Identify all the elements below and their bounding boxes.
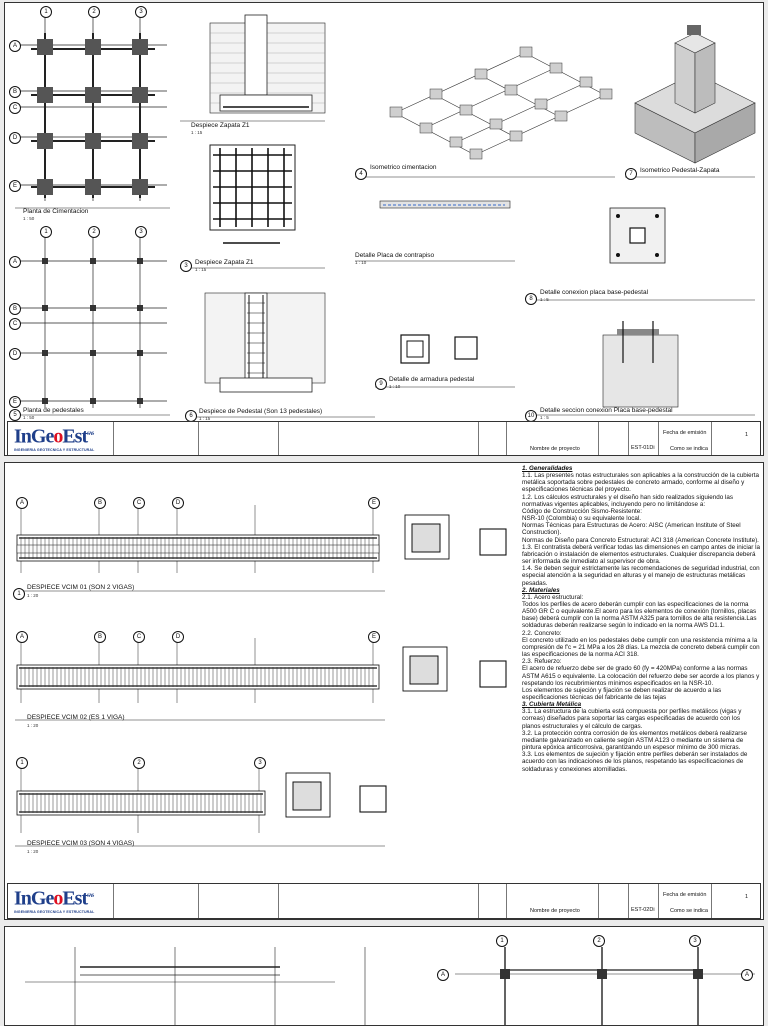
grid-marker: 3 [135, 6, 147, 18]
grid-marker: E [368, 631, 380, 643]
view-title: Detalle Placa de contrapiso [355, 252, 435, 259]
view-title: Despiece Zapata Z1 [195, 259, 254, 266]
grid-marker: D [172, 631, 184, 643]
notes-heading: 3. Cubierta Metálica [522, 701, 582, 709]
view-scale: 1 : 20 [27, 849, 39, 854]
note-paragraph: Normas de Diseño para Concreto Estructural: ACI 318 (American Concrete Institute). [522, 536, 759, 544]
note-paragraph: 3.3. Los elementos de sujeción y fijación entre perfiles deberán ser instalados de acuerdo con las indicaciones de los planos, respetando las especificaciones de soldaduras y conexiones atornilladas. [522, 751, 748, 773]
grid-marker: B [9, 86, 21, 98]
view-title: Planta de pedestales [23, 407, 84, 414]
note-paragraph: El concreto utilizado en los pedestales debe cumplir con una resistencia mínima a la compresión de f'c = 21 MPa a los 28 días. La mezcla de concreto deberá cumplir con las especificaciones de la norma ACI 318. [522, 636, 760, 659]
view-title: Isometrico Pedestal-Zapata [640, 167, 720, 174]
notes-heading: 1. Generalidades [522, 465, 573, 472]
view-scale: 1 : 15 [195, 267, 207, 272]
grid-marker: A [741, 969, 753, 981]
view-title: DESPIECE VCIM 02 (ES 1 VIGA) [27, 714, 125, 721]
view-number: 1 [13, 588, 25, 600]
project-name: Nombre de proyecto [530, 908, 580, 914]
grid-marker: C [9, 102, 21, 114]
drawing-scale: Como se indica [670, 908, 708, 914]
note-paragraph: Código de Construcción Sismo-Resistente: [522, 507, 643, 515]
note-paragraph: Los elementos de sujeción y fijación se deben realizar de acuerdo a las especificaciones técnicas del fabricante de las tejas [522, 686, 722, 701]
view-number: 10 [525, 410, 537, 422]
drawing-sheet-3 [4, 926, 764, 1026]
view-scale: 1 : 10 [389, 384, 401, 389]
view-scale: 1 : 50 [23, 216, 35, 221]
grid-marker: 2 [133, 757, 145, 769]
general-notes [522, 465, 760, 773]
grid-marker: A [16, 497, 28, 509]
grid-marker: D [172, 497, 184, 509]
view-title: Despiece de Pedestal (Son 13 pedestales) [199, 408, 323, 415]
notes-heading: 2. Materiales [522, 586, 560, 594]
view-scale: 1 : 20 [27, 723, 39, 728]
view-title: Detalle conexion placa base-pedestal [540, 289, 649, 296]
sheet3-drawings [5, 927, 764, 1026]
drawing-sheet-2 [4, 462, 764, 920]
grid-marker: A [9, 40, 21, 52]
revision: 1 [745, 894, 749, 900]
view-scale: 1 : 5 [540, 415, 549, 420]
title-block [7, 883, 761, 919]
company-logo: InGeoEst$^{SAS}$ INGENIERIA GEOTECNICA Y ESTRUCTURAL [14, 887, 95, 914]
view-number: 8 [525, 293, 537, 305]
revision: 1 [745, 432, 749, 438]
grid-marker: D [9, 348, 21, 360]
grid-marker: 1 [16, 757, 28, 769]
note-paragraph: 2.1. Acero estructural: [522, 593, 584, 601]
view-title: Planta de Cimentacion [23, 208, 89, 215]
note-paragraph: 3.2. La protección contra corrosión de los elementos metálicos deberá realizarse mediante galvanizado en caliente según ASTM A123 o mediante un sistema de pintura epóxica anticorrosiva, garantizando un espesor mínimo de 300 micras. [522, 729, 748, 752]
date-label: Fecha de emisión [663, 892, 707, 898]
view-number: 3 [180, 260, 192, 272]
drawing-sheet-1 [4, 2, 764, 456]
note-paragraph: NSR-10 (Colombia) o su equivalente local. [522, 515, 641, 523]
grid-marker: C [133, 631, 145, 643]
title-block [7, 421, 761, 456]
grid-marker: A [437, 969, 449, 981]
view-number: 9 [375, 378, 387, 390]
view-title: DESPIECE VCIM 01 (SON 2 VIGAS) [27, 584, 135, 591]
grid-marker: 1 [40, 226, 52, 238]
note-paragraph: El acero de refuerzo debe ser de grado 60 (fy = 420MPa) conforme a las normas ASTM A615 o equivalente. La colocación del refuerzo debe ser acorde a los planos y respetando los recubrimientos mínimos especificados en la NSR-10. [522, 665, 760, 687]
note-paragraph: 1.3. El contratista deberá verificar todas las dimensiones en campo antes de iniciar la fabricación o instalación de elementos estructurales. Cualquier discrepancia deberá ser informada de inmediato al supervisor de obra. [522, 543, 761, 566]
grid-marker: 1 [496, 935, 508, 947]
view-title: Isometrico cimentacion [370, 164, 437, 171]
project-name: Nombre de proyecto [530, 446, 580, 452]
grid-marker: E [9, 396, 21, 408]
grid-marker: 2 [593, 935, 605, 947]
note-paragraph: 2.3. Refuerzo: [522, 658, 562, 666]
view-scale: 1 : 5 [540, 297, 549, 302]
note-paragraph: 3.1. La estructura de la cubierta está compuesta por perfiles metálicos (vigas y correas) diseñados para soportar las cargas especificadas de acuerdo con los planos estructurales y el cálculo de cargas. [522, 708, 742, 730]
grid-marker: C [9, 318, 21, 330]
view-title: DESPIECE VCIM 03 (SON 4 VIGAS) [27, 840, 135, 847]
grid-marker: 1 [40, 6, 52, 18]
view-title: Detalle de armadura pedestal [389, 376, 475, 383]
note-paragraph: Todos los perfiles de acero deberán cumplir con las especificaciones de la norma A500 GR C o equivalente.El acero para los elementos de conexión (tornillos, placas base) deberá cumplir con la norma ASTM A325 para tornillos de alta resistencia.Las soldaduras deberán realizarse según lo indicado en la norma AWS D1.1. [522, 600, 757, 630]
grid-marker: 2 [88, 6, 100, 18]
view-number: 7 [625, 168, 637, 180]
grid-marker: 2 [88, 226, 100, 238]
view-scale: 1 : 15 [199, 416, 211, 421]
grid-marker: 3 [254, 757, 266, 769]
note-paragraph: 1.1. Las presentes notas estructurales son aplicables a la construcción de la cubierta metálica soportada sobre pedestales de concreto armado, conforme al diseño y especificaciones técnicas del proyecto. [522, 472, 759, 494]
date-label: Fecha de emisión [663, 430, 707, 436]
note-paragraph: 2.2. Concreto: [522, 629, 562, 637]
view-title: Despiece Zapata Z1 [191, 122, 250, 129]
note-paragraph: 1.4. Se deben seguir estrictamente las recomendaciones de seguridad industrial, con especial atención a la seguridad en alturas y el manejo de estructuras metálicas pesadas. [522, 565, 760, 587]
view-scale: 1 : 20 [27, 593, 39, 598]
grid-marker: 3 [689, 935, 701, 947]
grid-marker: 3 [135, 226, 147, 238]
note-paragraph: Normas Técnicas para Estructuras de Acero: AISC (American Institute of Steel Construction). [522, 522, 741, 537]
grid-marker: A [9, 256, 21, 268]
grid-marker: C [133, 497, 145, 509]
drawing-code: EST-02Di [631, 907, 655, 913]
view-number: 5 [9, 409, 21, 421]
drawing-scale: Como se indica [670, 446, 708, 452]
company-logo: InGeoEst$^{SAS}$ INGENIERIA GEOTECNICA Y ESTRUCTURAL [14, 425, 95, 452]
view-scale: 1 : 10 [355, 260, 367, 265]
grid-marker: E [9, 180, 21, 192]
view-number: 6 [185, 410, 197, 422]
view-scale: 1 : 50 [23, 415, 35, 420]
grid-marker: B [94, 631, 106, 643]
grid-marker: B [9, 303, 21, 315]
grid-marker: B [94, 497, 106, 509]
grid-marker: A [16, 631, 28, 643]
view-scale: 1 : 15 [191, 130, 203, 135]
grid-marker: D [9, 132, 21, 144]
grid-marker: E [368, 497, 380, 509]
view-title: Detalle seccion conexion Placa base-pedestal [540, 407, 673, 414]
view-number: 4 [355, 168, 367, 180]
note-paragraph: 1.2. Los cálculos estructurales y el diseño han sido realizados siguiendo las normativas vigentes aplicables, incluyendo pero no limitándose a: [522, 493, 734, 508]
drawing-code: EST-01Di [631, 445, 655, 451]
